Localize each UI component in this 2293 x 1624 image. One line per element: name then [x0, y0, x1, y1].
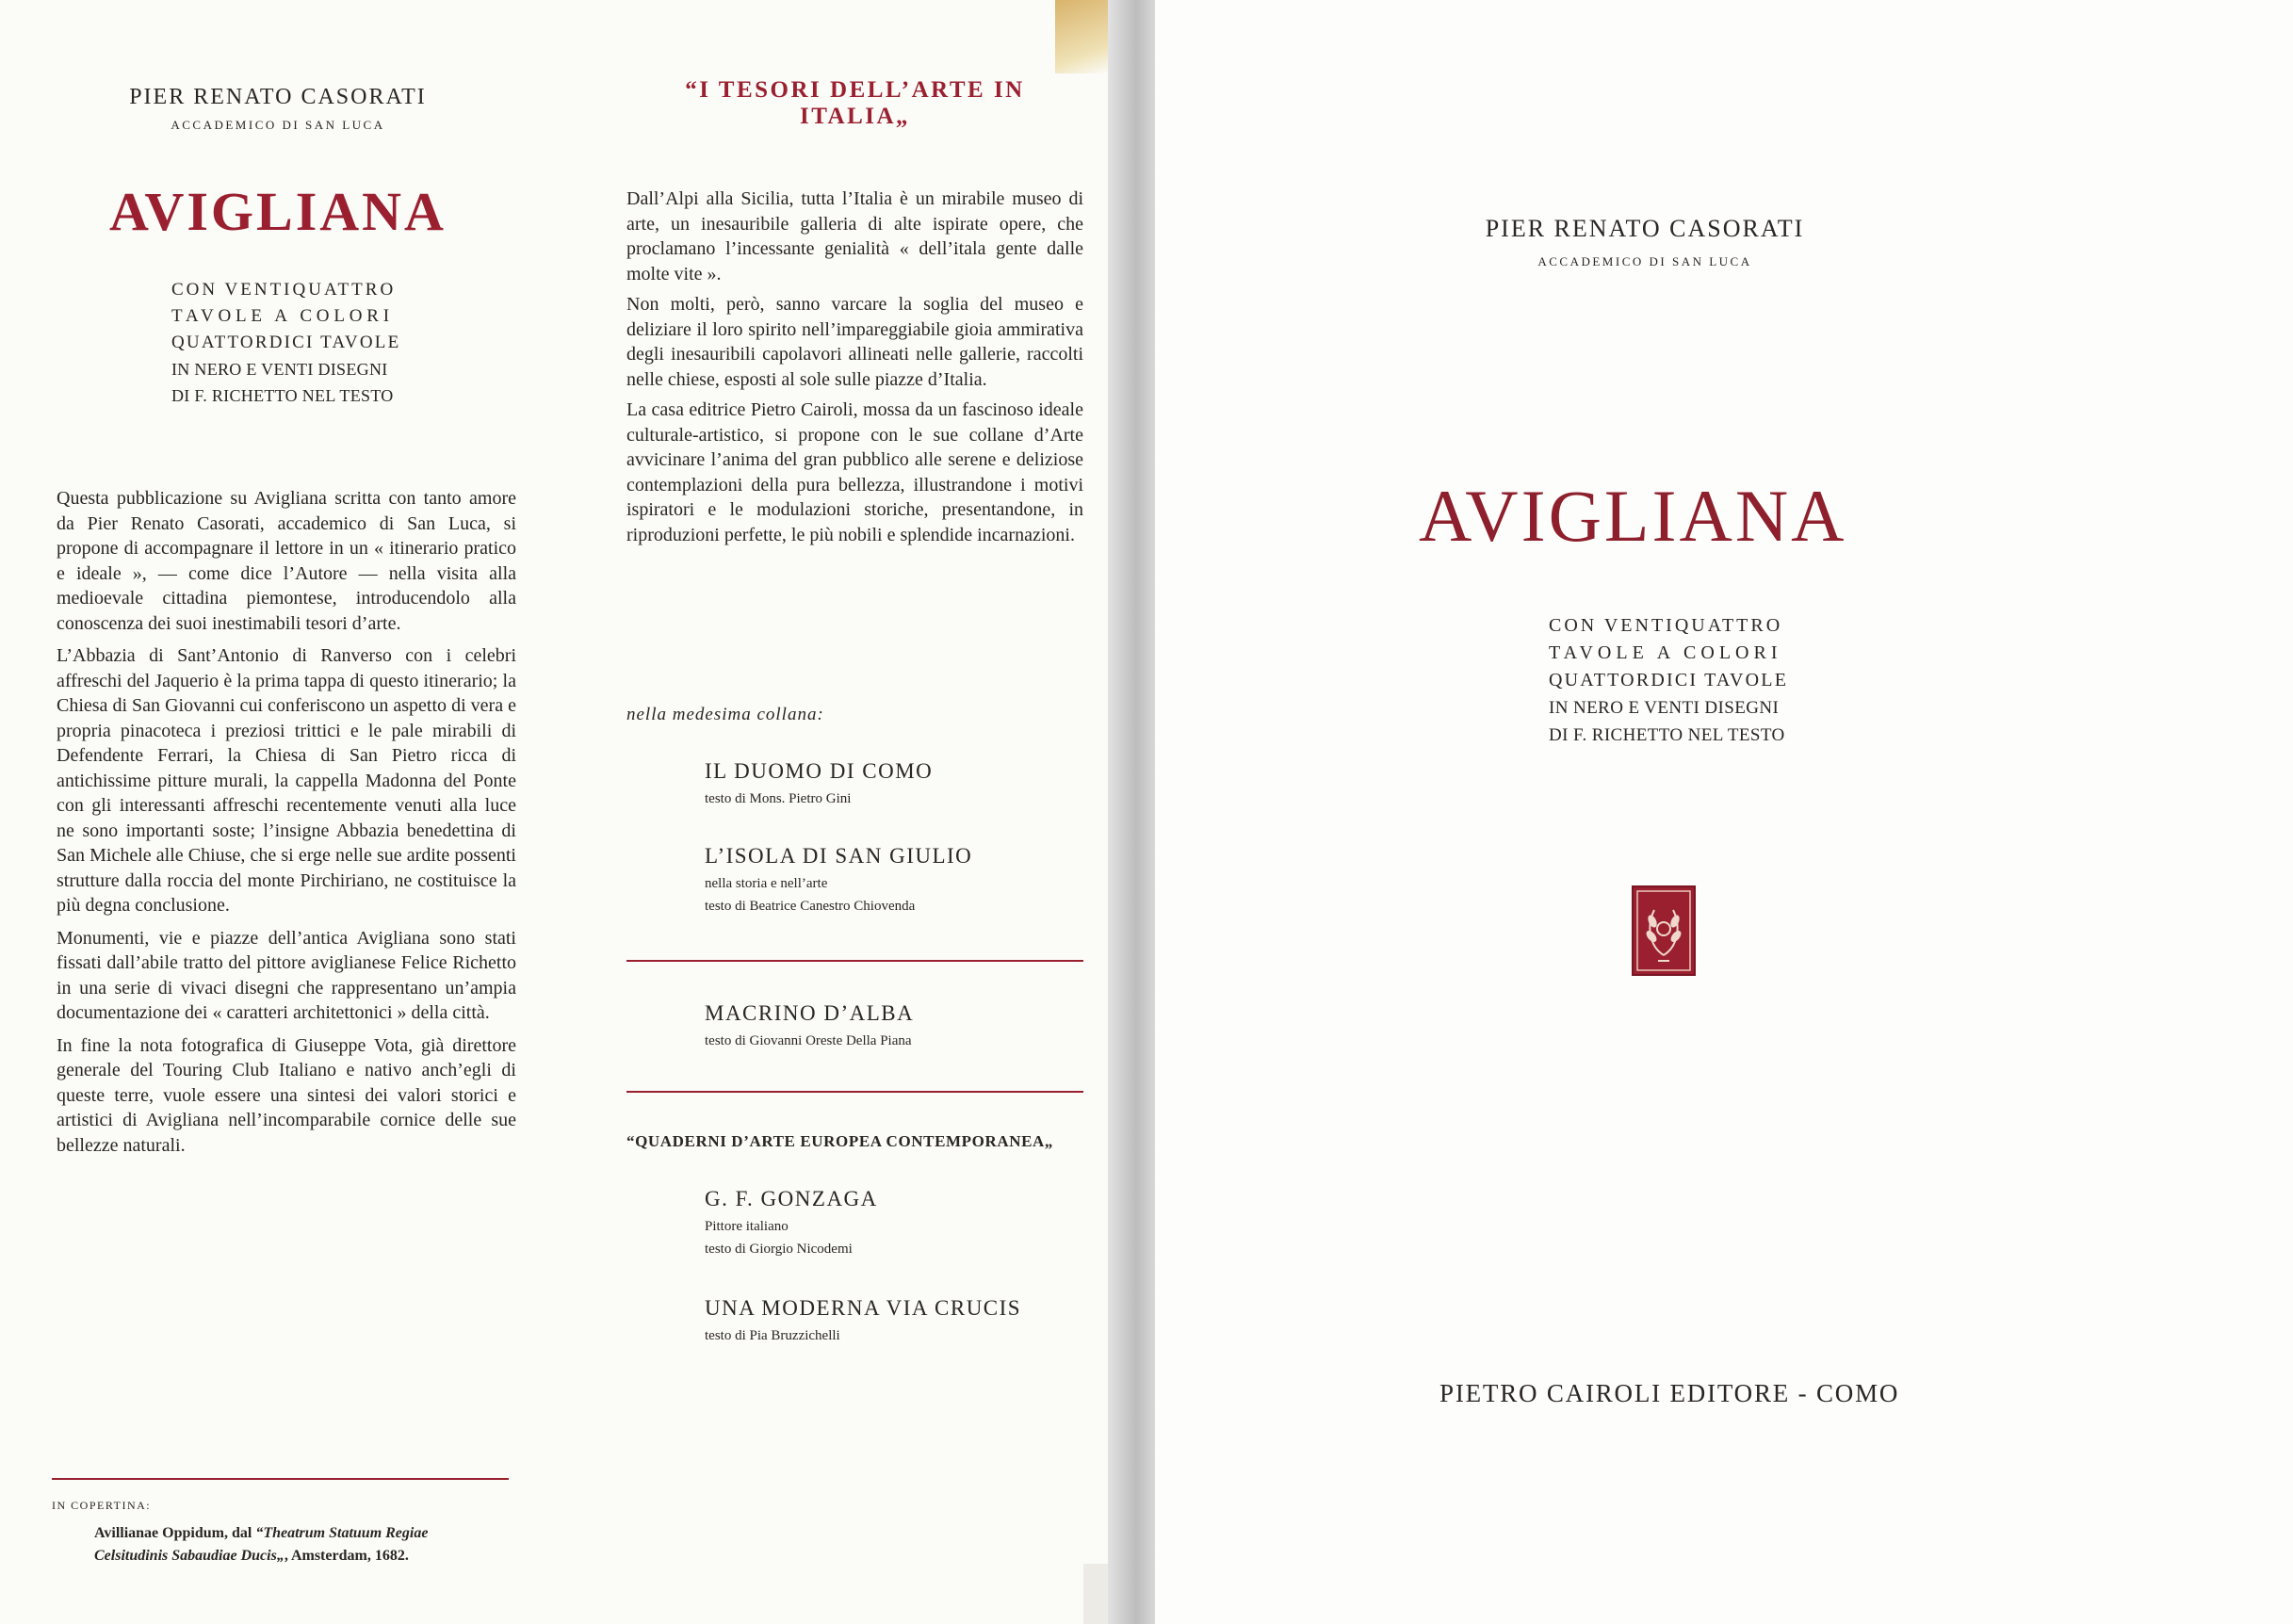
book-entry	[705, 1296, 1021, 1347]
author-name: PIER RENATO CASORATI	[1485, 215, 1805, 242]
author-name: PIER RENATO CASORATI	[129, 85, 427, 109]
book-entry-line: Pittore italiano	[705, 1219, 789, 1234]
subtitle-line: DI F. RICHETTO NEL TESTO	[171, 386, 394, 405]
subtitle-line: CON VENTIQUATTRO	[1549, 615, 1783, 636]
title-page	[1155, 0, 2293, 1624]
book-entry	[705, 1187, 878, 1260]
publisher-imprint: PIETRO CAIROLI EDITORE - COMO	[1439, 1379, 1900, 1407]
book-entry-title: L’ISOLA DI SAN GIULIO	[705, 844, 973, 868]
paragraph: In fine la nota fotografica di Giuseppe Vota, già direttore generale del Touring Club Italiano e nativo anch’egli di queste terre, vuole essere una sintesi dei valori storici e artistici di Avigliana nell’incomparabile cornice delle sue bellezze naturali.	[57, 1034, 516, 1156]
book-entry	[705, 844, 972, 918]
cover-caption-work: “Theatrum Statuum Regiae	[255, 1525, 429, 1541]
book-entry-line: testo di Giorgio Nicodemi	[705, 1242, 853, 1257]
paragraph: L’Abbazia di Sant’Antonio di Ranverso con i celebri affreschi del Jaquerio è la prima tappa di questo itinerario; la Chiesa di San Giovanni cui conferiscono un aspetto di vera e propria pinacoteca i preziosi trittici e le pale mirabili di Defendente Ferrari, la Chiesa di San Pietro ricca di antichissime pitture murali, la cappella Madonna del Ponte con gli interessanti affreschi recentemente venuti alla luce ne sono importanti soste; l’insigne Abbazia benedettina di San Michele alle Chiuse, che si erge nelle sue ardite possenti strutture dalla roccia del monte Pirchiriano, ne costituisce la più degna conclusione.	[57, 645, 516, 916]
book-entry-title: UNA MODERNA VIA CRUCIS	[705, 1296, 1022, 1320]
paragraph: Monumenti, vie e piazze dell’antica Avigliana sono stati fissati dall’abile tratto del pittore aviglianese Felice Richetto in una serie di vivaci disegni che rappresentano un’ampia documentazione dei « caratteri architettonici » della città.	[57, 927, 516, 1023]
cover-note	[52, 1499, 523, 1567]
second-series-heading: “QUADERNI D’ARTE EUROPEA CONTEMPORANEA„	[626, 1132, 1054, 1150]
academy-label: ACCADEMICO DI SAN LUCA	[171, 118, 385, 132]
book-entry-title: G. F. GONZAGA	[705, 1187, 878, 1210]
paragraph: Questa pubblicazione su Avigliana scritta con tanto amore da Pier Renato Casorati, accademico di San Luca, si propone di accompagnare il lettore in un « itinerario pratico e ideale », — come dice l’Autore — nella visita alla medioevale cittadina piemontese, introducendolo alla conoscenza dei suoi inestimabili tesori d’arte.	[57, 488, 516, 634]
series-heading: “I TESORI DELL’ARTE IN ITALIA„	[685, 77, 1025, 129]
cover-caption-text: , Amsterdam, 1682.	[284, 1548, 409, 1564]
cover-caption	[94, 1522, 523, 1567]
paragraph: La casa editrice Pietro Cairoli, mossa da un fascinoso ideale culturale-artistico, si propone con le sue collane d’Arte avvicinare l’anima del gran pubblico alle serene e deliziose contemplazioni della pura bellezza, illustrandone i motivi ispiratori e le modulazioni storiche, presentandone, in riproduzioni perfette, le più nobili e splendide incarnazioni.	[626, 399, 1083, 545]
publisher-emblem	[1632, 885, 1696, 976]
cover-caption-line2	[94, 1545, 523, 1567]
academy-label: ACCADEMICO DI SAN LUCA	[1537, 254, 1752, 268]
laurel-emblem-icon	[1634, 887, 1694, 974]
description-text	[57, 486, 516, 1158]
subtitle-block	[171, 277, 518, 409]
subtitle-line: TAVOLE A COLORI	[171, 306, 394, 326]
book-entry	[705, 759, 933, 810]
book-title: AVIGLIANA	[109, 181, 447, 242]
book-spine-gap	[1108, 0, 1155, 1624]
book-entry	[705, 1001, 914, 1052]
same-series-label: nella medesima collana:	[626, 705, 824, 724]
paragraph: Non molti, però, sanno varcare la soglia del museo e deliziare il loro spirito nell’impareggiabile gioia ammirativa degli inesauribili capolavori allineati nelle gallerie, raccolti nelle chiese, esposti al sole sulle piazze d’Italia.	[626, 294, 1083, 390]
subtitle-line: DI F. RICHETTO NEL TESTO	[1549, 725, 1785, 745]
left-column	[57, 85, 518, 1165]
subtitle-block	[1549, 612, 1788, 749]
book-entry-title: IL DUOMO DI COMO	[705, 759, 934, 783]
book-entry-line: testo di Beatrice Canestro Chiovenda	[705, 899, 916, 914]
subtitle-line: QUATTORDICI TAVOLE	[1549, 670, 1789, 690]
subtitle-line: CON VENTIQUATTRO	[171, 280, 397, 300]
series-description	[626, 187, 1083, 547]
subtitle-line: QUATTORDICI TAVOLE	[171, 333, 401, 352]
subtitle-line: TAVOLE A COLORI	[1549, 642, 1782, 663]
paragraph: Dall’Alpi alla Sicilia, tutta l’Italia è un mirabile museo di arte, un inesauribile galleria di alte ispirate opere, che proclamano l’incessante genialità « dell’itala gente dalle molte vite ».	[626, 188, 1083, 284]
book-entry-line: testo di Giovanni Oreste Della Piana	[705, 1033, 912, 1048]
left-page	[0, 0, 1108, 1624]
page-corner-stain	[1055, 0, 1108, 73]
book-entry-title: MACRINO D’ALBA	[705, 1001, 915, 1025]
cover-caption-line1	[94, 1522, 523, 1545]
book-entry-line: nella storia e nell’arte	[705, 876, 828, 891]
cover-caption-work: Celsitudinis Sabaudiae Ducis„	[94, 1548, 285, 1564]
cover-label: IN COPERTINA:	[52, 1499, 152, 1512]
page-edge	[1083, 1564, 1108, 1624]
divider-line	[52, 1478, 509, 1480]
divider-line	[626, 960, 1083, 962]
book-entry-line: testo di Pia Bruzzichelli	[705, 1328, 840, 1343]
subtitle-line: IN NERO E VENTI DISEGNI	[1549, 698, 1780, 718]
book-title: AVIGLIANA	[1419, 475, 1847, 557]
cover-caption-text: Avillianae Oppidum, dal	[94, 1525, 256, 1541]
book-entry-line: testo di Mons. Pietro Gini	[705, 791, 852, 806]
right-column	[626, 77, 1083, 555]
divider-line	[626, 1091, 1083, 1093]
subtitle-line: IN NERO E VENTI DISEGNI	[171, 360, 388, 379]
